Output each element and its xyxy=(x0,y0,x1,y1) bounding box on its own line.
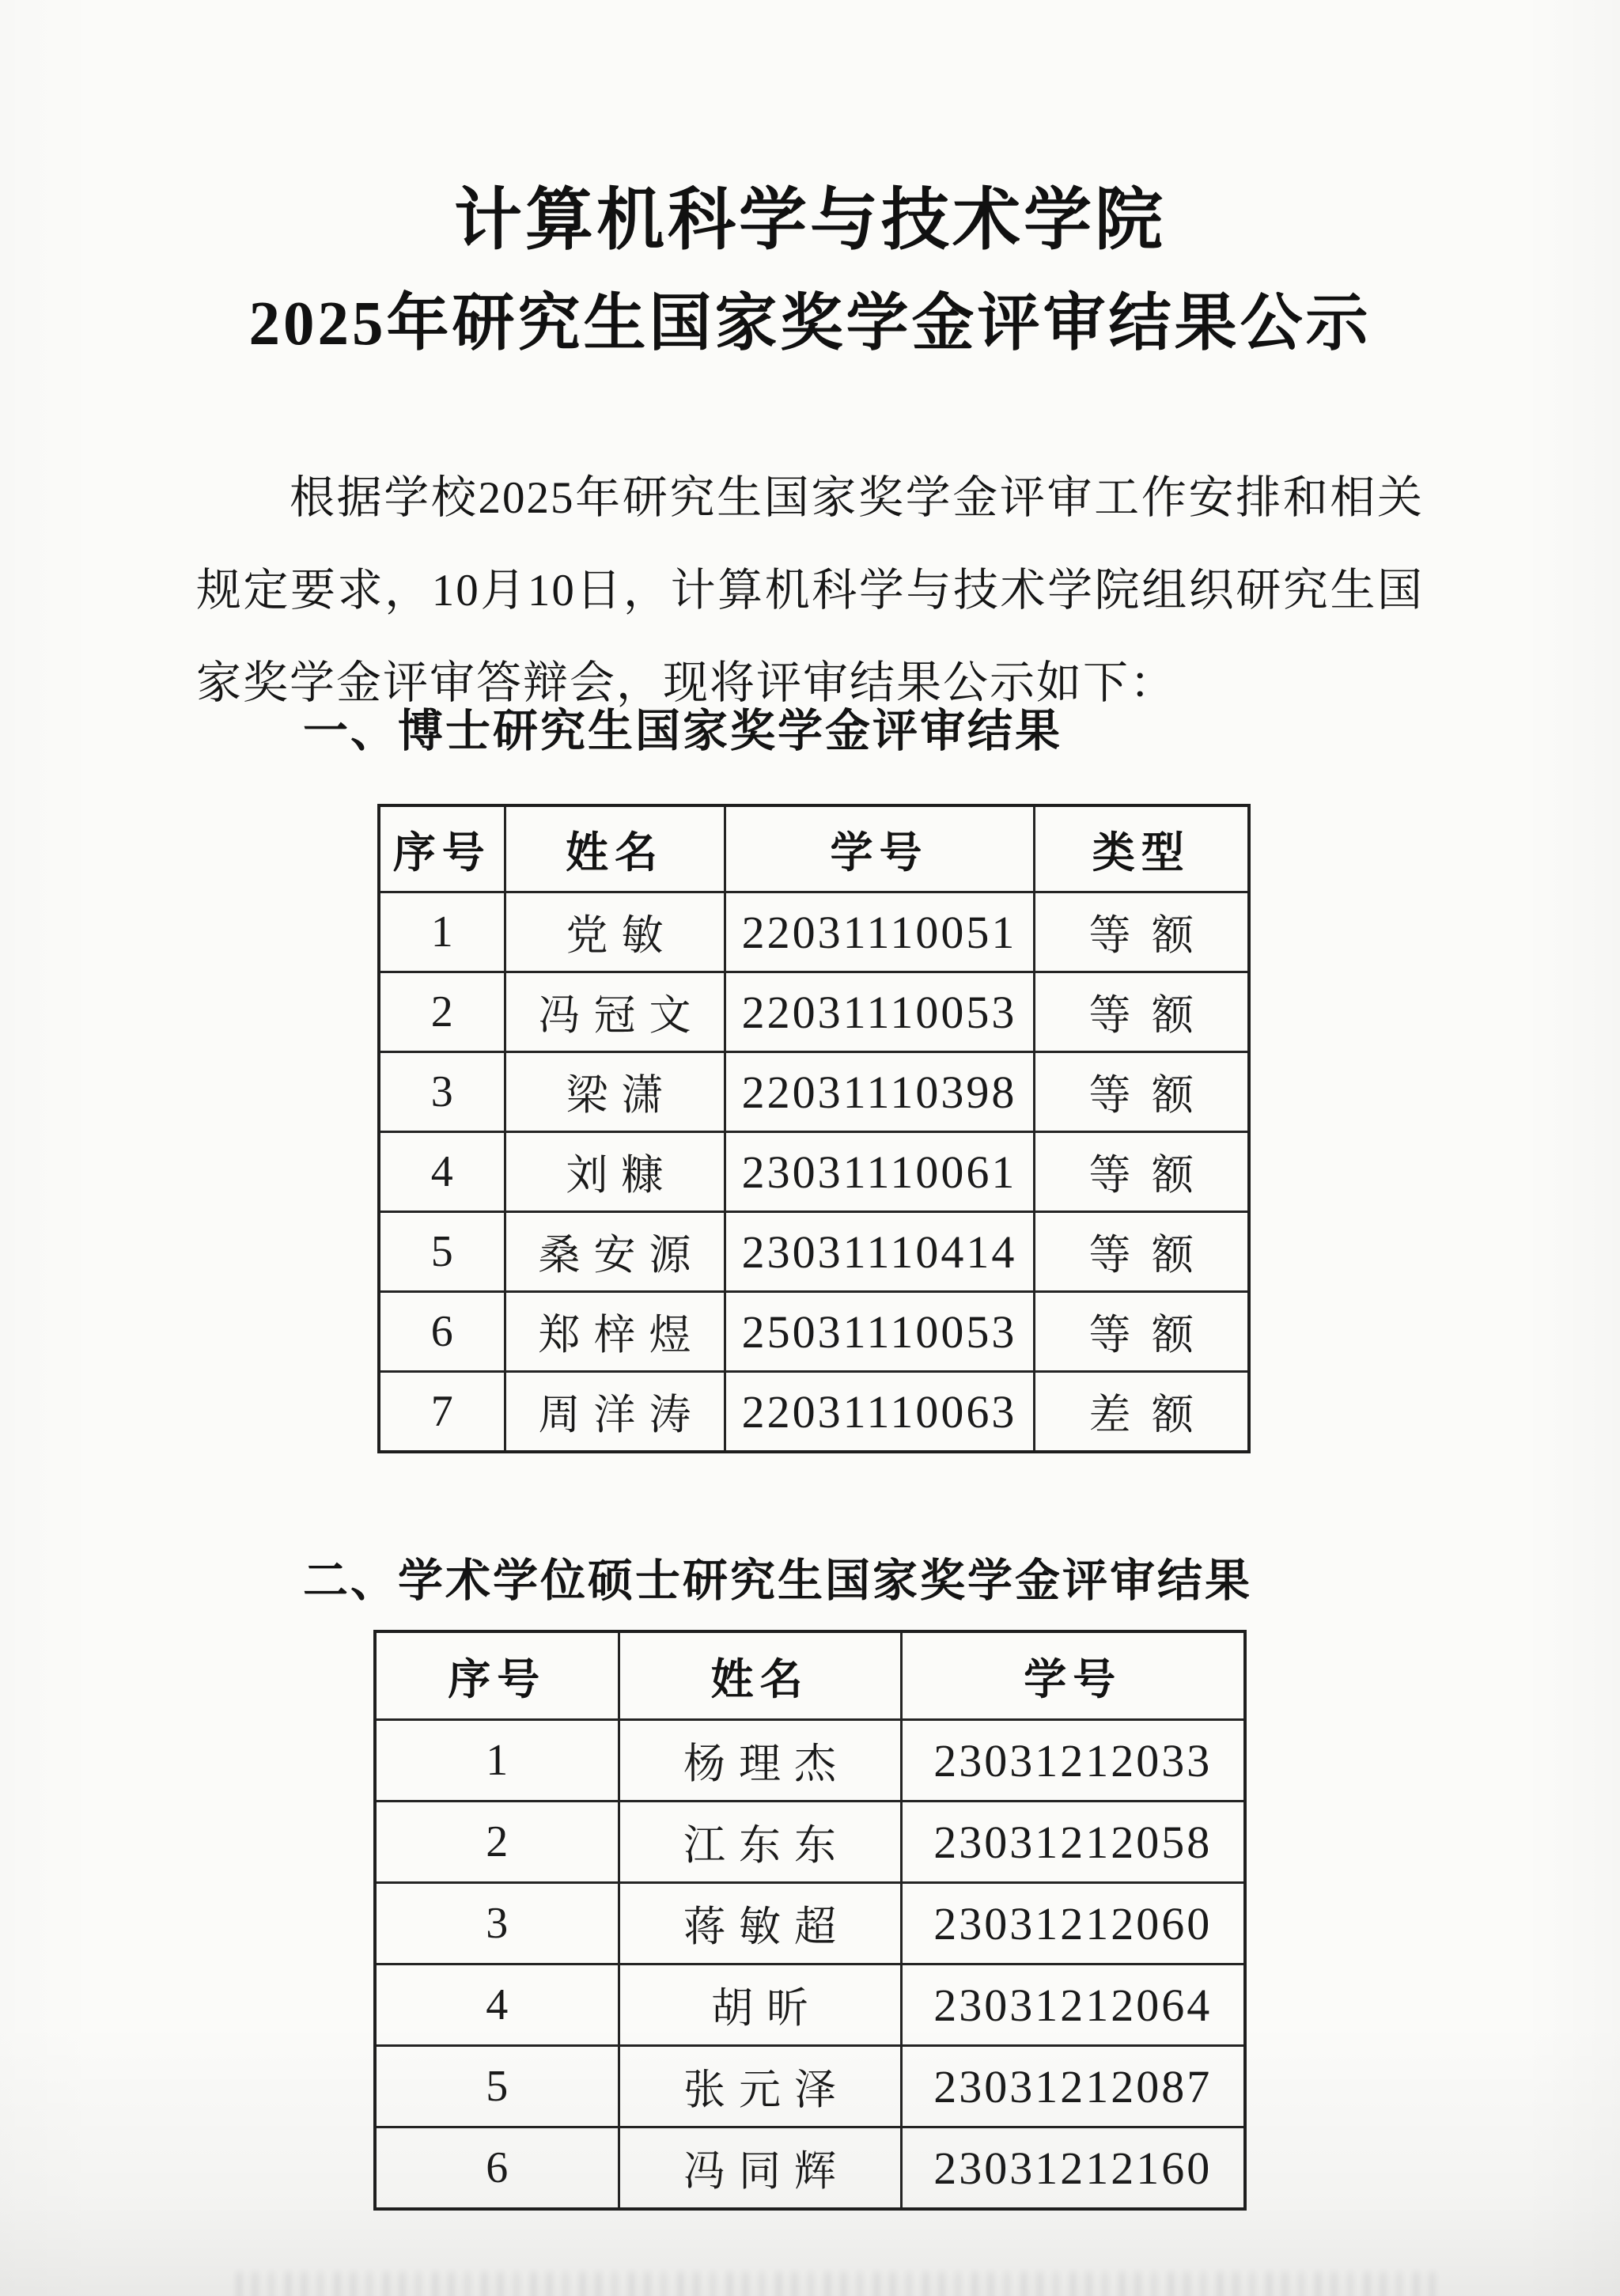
cell-seq: 7 xyxy=(379,1372,505,1453)
masters-results-table xyxy=(373,1630,1247,2211)
cell-type: 等额 xyxy=(1034,1132,1249,1212)
cell-name: 张元泽 xyxy=(619,2046,901,2127)
cell-student-id: 23031212160 xyxy=(901,2127,1245,2210)
cell-name: 杨理杰 xyxy=(619,1720,901,1802)
table-row xyxy=(379,1212,1249,1292)
cell-name: 党敏 xyxy=(505,892,725,972)
section-heading-masters: 二、学术学位硕士研究生国家奖学金评审结果 xyxy=(303,1555,1252,1606)
table-row xyxy=(379,892,1249,972)
phd-results-table xyxy=(377,804,1251,1453)
column-header-student-id: 学号 xyxy=(901,1631,1245,1720)
cell-seq: 5 xyxy=(379,1212,505,1292)
intro-paragraph: 根据学校2025年研究生国家奖学金评审工作安排和相关规定要求，10月10日，计算机科学与技术学院组织研究生国家奖学金评审答辩会，现将评审结果公示如下： xyxy=(196,473,1424,708)
cell-seq: 2 xyxy=(379,972,505,1052)
table-row xyxy=(375,1720,1245,1802)
cell-seq: 1 xyxy=(375,1720,619,1802)
table-row xyxy=(379,1372,1249,1453)
table-header-row xyxy=(375,1631,1245,1720)
cell-name: 桑安源 xyxy=(505,1212,725,1292)
cell-student-id: 23031212060 xyxy=(901,1883,1245,1964)
column-header-seq: 序号 xyxy=(375,1631,619,1720)
cell-type: 等额 xyxy=(1034,1052,1249,1132)
section-heading-phd: 一、博士研究生国家奖学金评审结果 xyxy=(303,706,1062,756)
cell-name: 周洋涛 xyxy=(505,1372,725,1453)
cell-name: 胡昕 xyxy=(619,1964,901,2046)
cell-name: 郑梓煜 xyxy=(505,1292,725,1372)
cell-student-id: 22031110051 xyxy=(725,892,1034,972)
table-header-row xyxy=(379,805,1249,892)
cell-name: 冯同辉 xyxy=(619,2127,901,2210)
table-row xyxy=(379,1132,1249,1212)
cell-student-id: 23031212058 xyxy=(901,1802,1245,1883)
column-header-student-id: 学号 xyxy=(725,805,1034,892)
cell-seq: 4 xyxy=(375,1964,619,2046)
cell-seq: 6 xyxy=(379,1292,505,1372)
table-row xyxy=(375,2046,1245,2127)
table-row xyxy=(375,2127,1245,2210)
table-row xyxy=(375,1802,1245,1883)
table-row xyxy=(379,972,1249,1052)
cell-seq: 3 xyxy=(375,1883,619,1964)
table-row xyxy=(379,1292,1249,1372)
column-header-type: 类型 xyxy=(1034,805,1249,892)
cell-seq: 3 xyxy=(379,1052,505,1132)
cell-name: 刘糠 xyxy=(505,1132,725,1212)
cell-student-id: 23031212033 xyxy=(901,1720,1245,1802)
column-header-name: 姓名 xyxy=(505,805,725,892)
table-row xyxy=(379,1052,1249,1132)
cell-seq: 4 xyxy=(379,1132,505,1212)
cell-student-id: 22031110063 xyxy=(725,1372,1034,1453)
table-row xyxy=(375,1964,1245,2046)
cell-student-id: 25031110053 xyxy=(725,1292,1034,1372)
cell-type: 等额 xyxy=(1034,1292,1249,1372)
document-title-line-2: 2025年研究生国家奖学金评审结果公示 xyxy=(248,290,1372,358)
cell-name: 梁潇 xyxy=(505,1052,725,1132)
column-header-name: 姓名 xyxy=(619,1631,901,1720)
cell-type: 等额 xyxy=(1034,892,1249,972)
cell-student-id: 23031110414 xyxy=(725,1212,1034,1292)
cell-student-id: 22031110398 xyxy=(725,1052,1034,1132)
cell-type: 等额 xyxy=(1034,972,1249,1052)
cell-student-id: 23031212064 xyxy=(901,1964,1245,2046)
table-row xyxy=(375,1883,1245,1964)
cell-name: 冯冠文 xyxy=(505,972,725,1052)
cell-seq: 5 xyxy=(375,2046,619,2127)
cell-type: 等额 xyxy=(1034,1212,1249,1292)
column-header-seq: 序号 xyxy=(379,805,505,892)
cell-name: 蒋敏超 xyxy=(619,1883,901,1964)
cell-type: 差额 xyxy=(1034,1372,1249,1453)
document-title-line-1: 计算机科学与技术学院 xyxy=(454,182,1166,258)
cell-student-id: 23031212087 xyxy=(901,2046,1245,2127)
cell-name: 江东东 xyxy=(619,1802,901,1883)
cell-seq: 2 xyxy=(375,1802,619,1883)
bottom-cutoff-scan-artifact xyxy=(237,2272,1440,2296)
cell-seq: 6 xyxy=(375,2127,619,2210)
cell-student-id: 22031110053 xyxy=(725,972,1034,1052)
cell-seq: 1 xyxy=(379,892,505,972)
cell-student-id: 23031110061 xyxy=(725,1132,1034,1212)
